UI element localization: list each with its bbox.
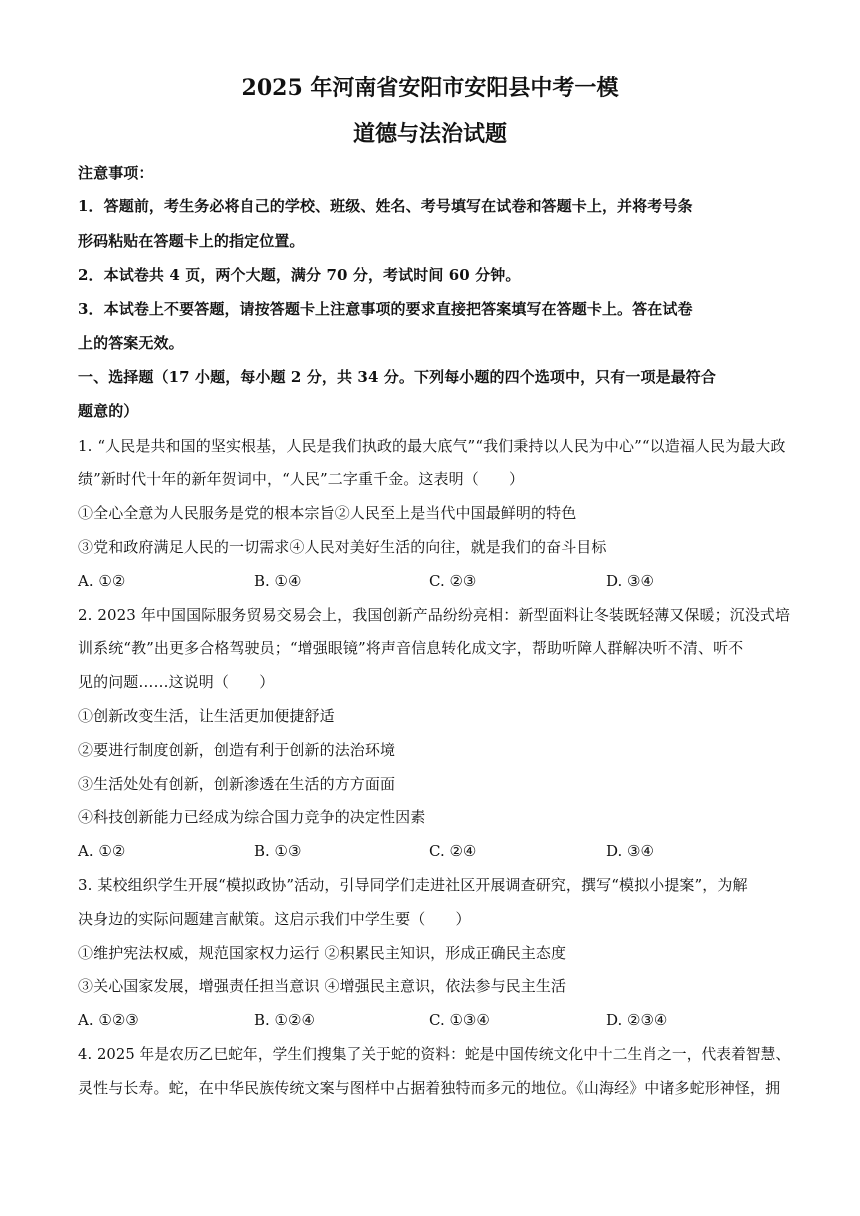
option-a: A. ①②③ [78,1011,139,1029]
option-c: C. ①③④ [429,1011,490,1029]
question-2-statement: ③生活处处有创新，创新渗透在生活的方方面面 [78,775,396,793]
exam-title: 2025 年河南省安阳市安阳县中考一模 [241,75,619,101]
question-2-line: 训系统“教”出更多合格驾驶员；“增强眼镜”将声音信息转化成文字，帮助听障人群解决听不清、听不 [78,639,744,657]
option-d: D. ③④ [606,842,654,860]
option-c: C. ②④ [429,842,477,860]
question-2-line: 2. 2023 年中国国际服务贸易交易会上，我国创新产品纷纷亮相：新型面料让冬装既轻薄又保暖；沉没式培 [78,606,791,624]
question-1-statement: ①全心全意为人民服务是党的根本宗旨②人民至上是当代中国最鲜明的特色 [78,504,577,522]
option-b: B. ①②④ [254,1011,315,1029]
exam-subtitle: 道德与法治试题 [352,121,507,147]
question-3-line: 决身边的实际问题建言献策。这启示我们中学生要（ ） [78,910,471,928]
notice-heading: 注意事项： [78,164,154,182]
question-2-line: 见的问题……这说明（ ） [78,673,275,691]
question-1-line: 1. “人民是共和国的坚实根基，人民是我们执政的最大底气”“我们秉持以人民为中心”“以造福人民为最大政 [78,437,786,455]
option-a: A. ①② [78,842,126,860]
option-b: B. ①④ [254,572,302,590]
option-a: A. ①② [78,572,126,590]
question-1-line: 绩”新时代十年的新年贺词中，“人民”二字重千金。这表明（ ） [78,470,525,488]
notice-item-3: 3．本试卷上不要答题，请按答题卡上注意事项的要求直接把答案填写在答题卡上。答在试卷 [78,300,693,318]
option-b: B. ①③ [254,842,302,860]
section-heading: 一、选择题（17 小题，每小题 2 分，共 34 分。下列每小题的四个选项中，只有一项是最符合 [78,368,716,386]
notice-item-1-cont: 形码粘贴在答题卡上的指定位置。 [78,232,305,250]
question-4-line: 灵性与长寿。蛇，在中华民族传统文案与图样中占据着独特而多元的地位。《山海经》中诸多蛇形神怪，拥 [78,1079,781,1097]
question-2-statement: ④科技创新能力已经成为综合国力竞争的决定性因素 [78,808,426,826]
question-1-statement: ③党和政府满足人民的一切需求④人民对美好生活的向往，就是我们的奋斗目标 [78,538,607,556]
notice-item-2: 2．本试卷共 4 页，两个大题，满分 70 分，考试时间 60 分钟。 [78,266,521,284]
question-3-line: 3. 某校组织学生开展“模拟政协”活动，引导同学们走进社区开展调查研究，撰写“模拟小提案”，为解 [78,876,748,894]
option-d: D. ②③④ [606,1011,668,1029]
question-3-statement: ①维护宪法权威，规范国家权力运行 ②积累民主知识，形成正确民主态度 [78,944,567,962]
option-c: C. ②③ [429,572,477,590]
notice-item-3-cont: 上的答案无效。 [78,334,184,352]
section-heading-cont: 题意的） [78,402,139,420]
notice-item-1: 1．答题前，考生务必将自己的学校、班级、姓名、考号填写在试卷和答题卡上，并将考号条 [78,197,693,215]
question-2-statement: ①创新改变生活，让生活更加便捷舒适 [78,707,335,725]
question-4-line: 4. 2025 年是农历乙巳蛇年，学生们搜集了关于蛇的资料：蛇是中国传统文化中十二生肖之一，代表着智慧、 [78,1045,791,1063]
option-d: D. ③④ [606,572,654,590]
question-3-statement: ③关心国家发展，增强责任担当意识 ④增强民主意识，依法参与民主生活 [78,977,567,995]
question-2-statement: ②要进行制度创新，创造有利于创新的法治环境 [78,741,396,759]
